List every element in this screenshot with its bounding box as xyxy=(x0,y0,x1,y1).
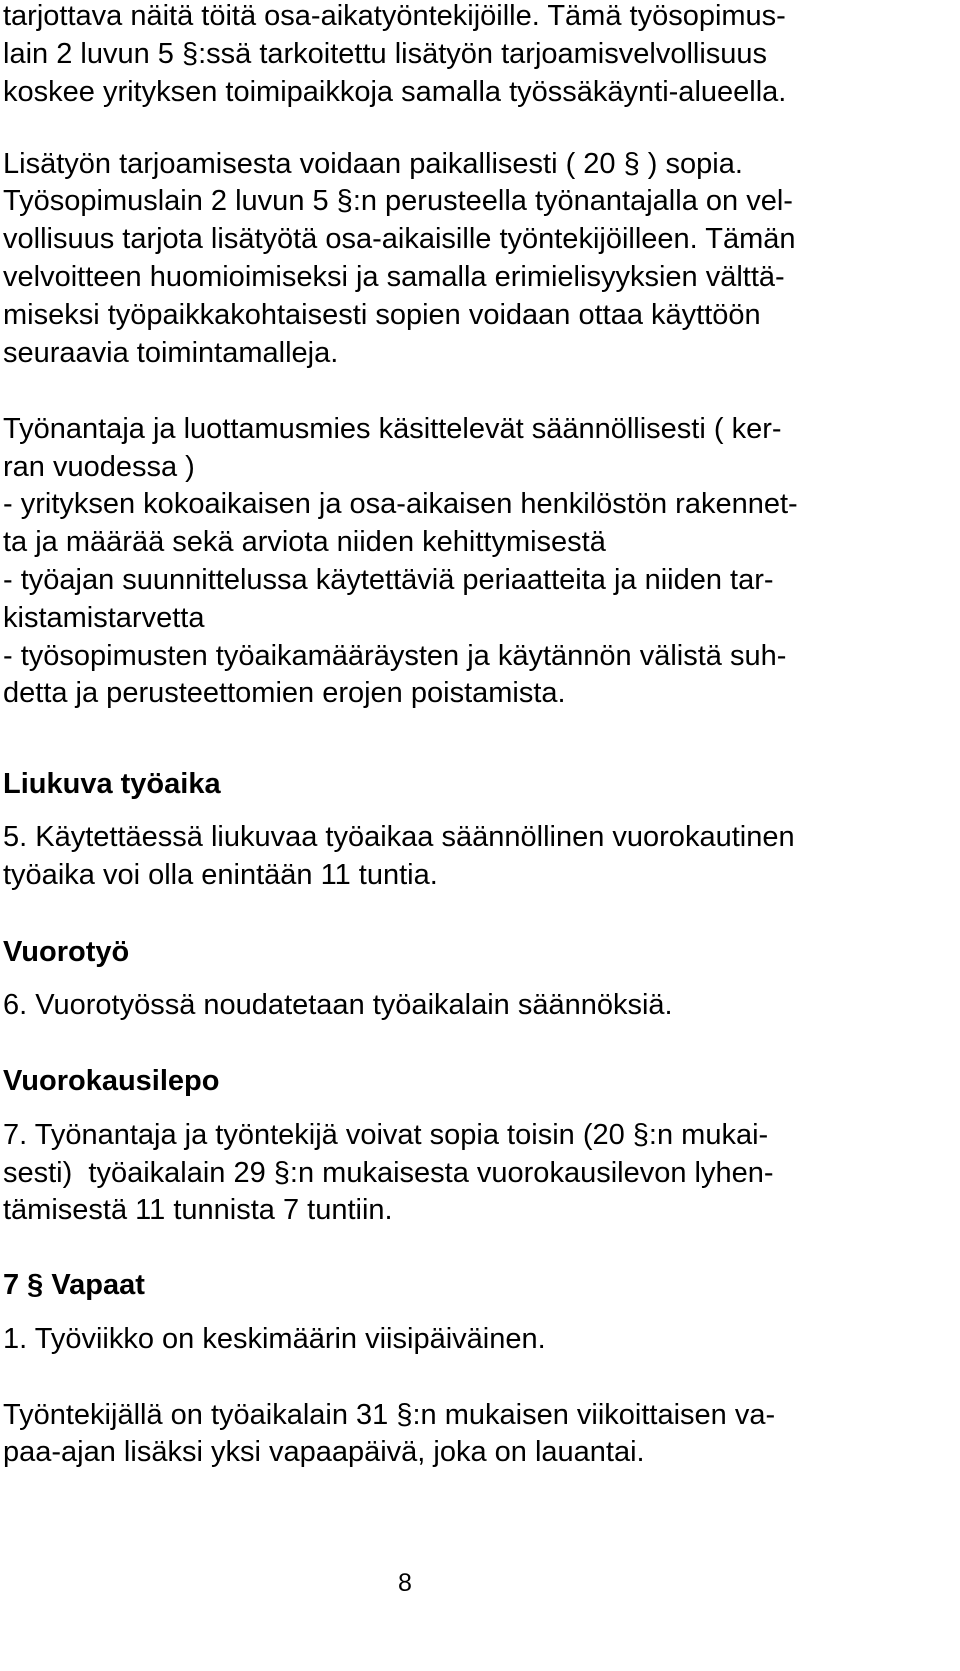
text-line: paa-ajan lisäksi yksi vapaapäivä, joka on lauantai. xyxy=(3,1436,645,1468)
text-line: 1. Työviikko on keskimäärin viisipäiväinen. xyxy=(3,1323,546,1355)
text-line: ta ja määrää sekä arviota niiden kehittymisestä xyxy=(3,526,606,558)
text-line: koskee yrityksen toimipaikkoja samalla työssäkäynti-alueella. xyxy=(3,76,787,108)
text-line: - yrityksen kokoaikaisen ja osa-aikaisen henkilöstön rakennet- xyxy=(3,488,798,520)
text-line: lain 2 luvun 5 §:ssä tarkoitettu lisätyön tarjoamisvelvollisuus xyxy=(3,38,768,70)
text-line: miseksi työpaikkakohtaisesti sopien voidaan ottaa käyttöön xyxy=(3,299,761,331)
text-line: Työnantaja ja luottamusmies käsittelevät säännöllisesti ( ker- xyxy=(3,413,782,445)
text-line: detta ja perusteettomien erojen poistamista. xyxy=(3,677,566,709)
text-line: vollisuus tarjota lisätyötä osa-aikaisille työntekijöilleen. Tämän xyxy=(3,223,796,255)
text-line: 6. Vuorotyössä noudatetaan työaikalain säännöksiä. xyxy=(3,989,673,1021)
text-line: - työajan suunnittelussa käytettäviä periaatteita ja niiden tar- xyxy=(3,564,774,596)
text-line: Työntekijällä on työaikalain 31 §:n mukaisen viikoittaisen va- xyxy=(3,1399,776,1431)
text-line: sesti) työaikalain 29 §:n mukaisesta vuorokausilevon lyhen- xyxy=(3,1157,774,1189)
text-line: tarjottava näitä töitä osa-aikatyöntekijöille. Tämä työsopimus- xyxy=(3,0,786,32)
text-line: Työsopimuslain 2 luvun 5 §:n perusteella työnantajalla on vel- xyxy=(3,185,793,217)
text-line: seuraavia toimintamalleja. xyxy=(3,337,339,369)
text-line: tämisestä 11 tunnista 7 tuntiin. xyxy=(3,1194,393,1226)
text-line: Lisätyön tarjoamisesta voidaan paikallisesti ( 20 § ) sopia. xyxy=(3,148,743,180)
section-heading: Liukuva työaika xyxy=(3,768,221,800)
text-line: 5. Käytettäessä liukuvaa työaikaa säännöllinen vuorokautinen xyxy=(3,821,795,853)
text-line: velvoitteen huomioimiseksi ja samalla erimielisyyksien välttä- xyxy=(3,261,785,293)
section-heading: Vuorotyö xyxy=(3,936,130,968)
section-heading: 7 § Vapaat xyxy=(3,1269,145,1301)
text-line: - työsopimusten työaikamääräysten ja käytännön välistä suh- xyxy=(3,640,787,672)
text-line: työaika voi olla enintään 11 tuntia. xyxy=(3,859,438,891)
text-line: kistamistarvetta xyxy=(3,602,205,634)
text-line: ran vuodessa ) xyxy=(3,451,195,483)
text-line: 7. Työnantaja ja työntekijä voivat sopia toisin (20 §:n mukai- xyxy=(3,1119,769,1151)
section-heading: Vuorokausilepo xyxy=(3,1065,220,1097)
page-number: 8 xyxy=(398,1569,412,1597)
